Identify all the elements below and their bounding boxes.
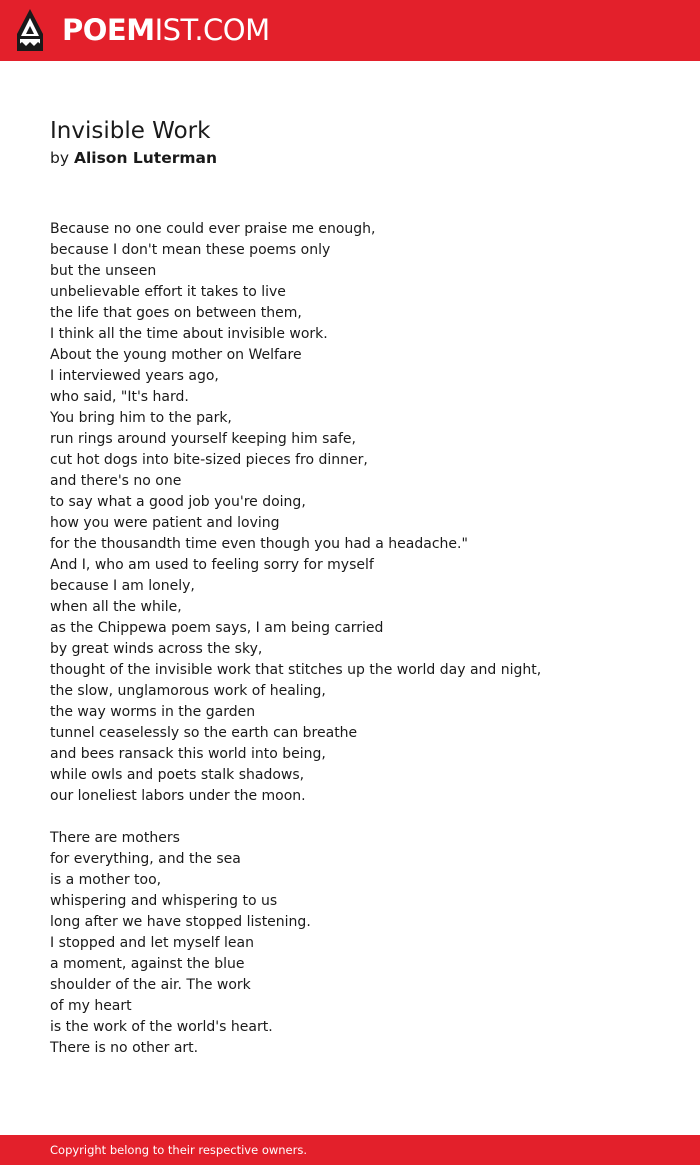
poem-line: About the young mother on Welfare [50, 347, 302, 363]
copyright-text: Copyright belong to their respective owners. [50, 1143, 308, 1157]
pencil-tip-icon[interactable] [17, 9, 43, 51]
poem-line: to say what a good job you're doing, [50, 494, 306, 510]
poem-line: as the Chippewa poem says, I am being carried [50, 620, 384, 636]
poem-line: but the unseen [50, 263, 157, 279]
poem-line: There are mothers [50, 830, 180, 846]
site-header [0, 0, 700, 61]
poem-line: when all the while, [50, 599, 182, 615]
poem-line: of my heart [50, 998, 132, 1014]
poem-line: shoulder of the air. The work [50, 977, 251, 993]
poem-line: and bees ransack this world into being, [50, 746, 326, 762]
stanza [50, 828, 670, 1059]
poem-line: I think all the time about invisible work. [50, 326, 328, 342]
poem-line: a moment, against the blue [50, 956, 245, 972]
poem-line: the way worms in the garden [50, 704, 256, 720]
poem-line: because I don't mean these poems only [50, 242, 331, 258]
poem-line: who said, "It's hard. [50, 389, 189, 405]
poem-line: for everything, and the sea [50, 851, 241, 867]
poem-line: is a mother too, [50, 872, 162, 888]
poem-line: for the thousandth time even though you had a headache." [50, 536, 468, 552]
brand-bold: POEM [62, 13, 155, 47]
poem-line: because I am lonely, [50, 578, 195, 594]
poem-line: There is no other art. [50, 1040, 199, 1056]
poem-line: the slow, unglamorous work of healing, [50, 683, 326, 699]
site-footer [0, 1135, 700, 1165]
poem-body [50, 219, 670, 1080]
poem-line: while owls and poets stalk shadows, [50, 767, 305, 783]
poem-line: You bring him to the park, [50, 410, 232, 426]
poem-line: cut hot dogs into bite-sized pieces fro dinner, [50, 452, 368, 468]
poem-line: how you were patient and loving [50, 515, 280, 531]
poem-line: whispering and whispering to us [50, 893, 278, 909]
poem-line: our loneliest labors under the moon. [50, 788, 306, 804]
poem-line: I stopped and let myself lean [50, 935, 254, 951]
poem-line: tunnel ceaselessly so the earth can breathe [50, 725, 358, 741]
poem-line: Because no one could ever praise me enough, [50, 221, 376, 237]
poem-line: I interviewed years ago, [50, 368, 219, 384]
by-prefix: by [50, 149, 70, 167]
poem-line: thought of the invisible work that stitches up the world day and night, [50, 662, 542, 678]
poem-line: unbelievable effort it takes to live [50, 284, 286, 300]
poem-line: run rings around yourself keeping him safe, [50, 431, 356, 447]
poem-line: and there's no one [50, 473, 182, 489]
poem-line: the life that goes on between them, [50, 305, 302, 321]
poem-line: by great winds across the sky, [50, 641, 263, 657]
site-logo-text[interactable] [62, 13, 270, 47]
brand-light: IST.COM [154, 13, 270, 47]
byline [50, 148, 217, 169]
poem-title: Invisible Work [50, 118, 211, 144]
stanza [50, 219, 670, 807]
author-name: Alison Luterman [73, 149, 218, 167]
poem-line: long after we have stopped listening. [50, 914, 311, 930]
poem-line: is the work of the world's heart. [50, 1019, 273, 1035]
poem-line: And I, who am used to feeling sorry for myself [50, 557, 374, 573]
